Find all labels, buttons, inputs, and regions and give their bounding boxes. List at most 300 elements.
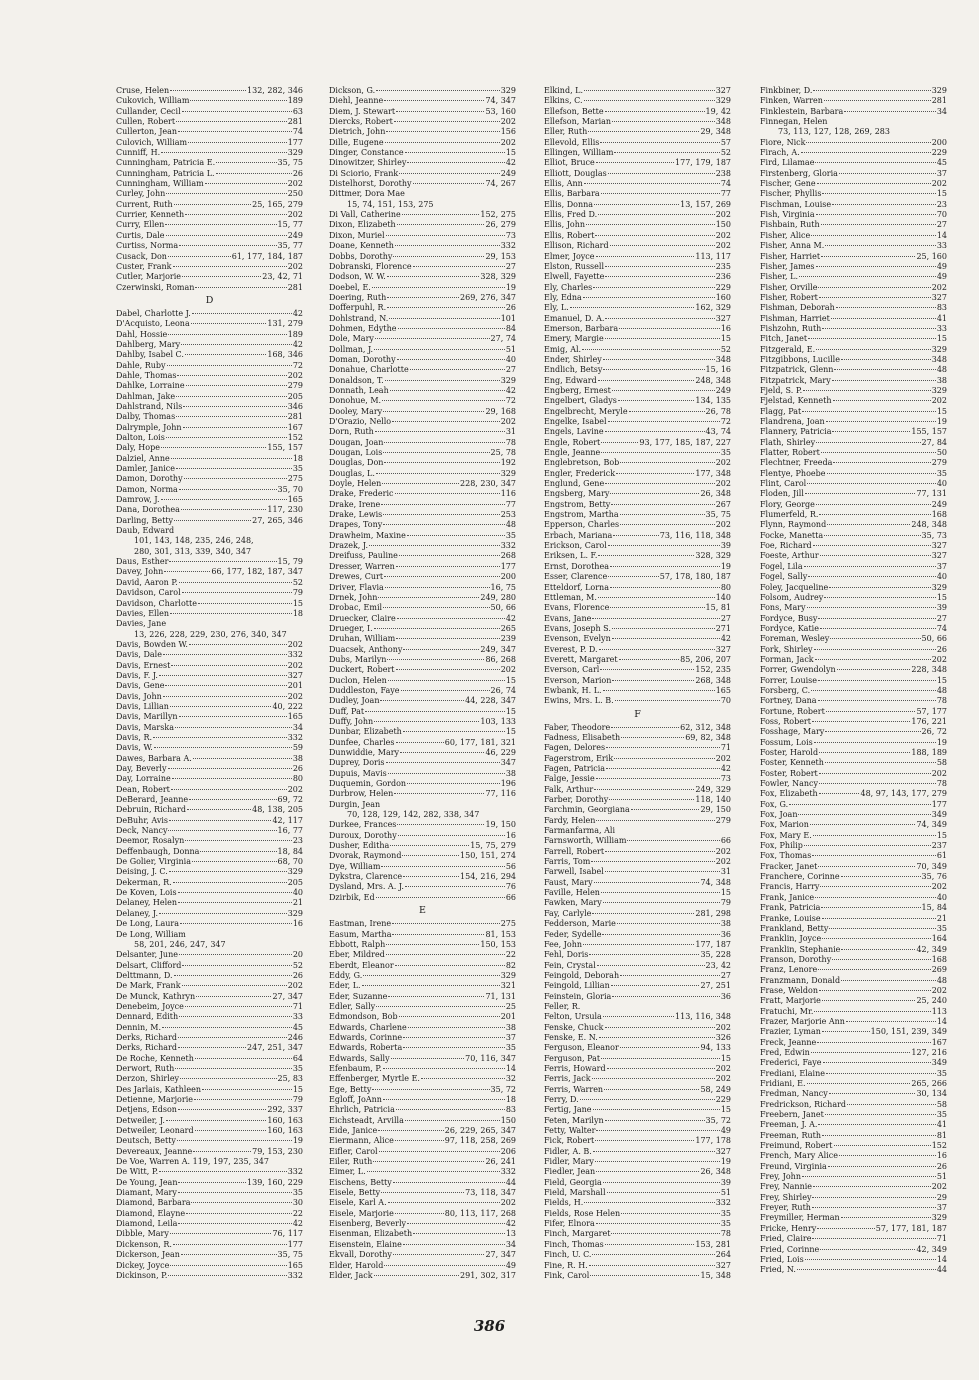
dot-leader [170,706,272,707]
index-entry [544,1219,731,1229]
index-entry [329,189,516,199]
dot-leader [807,607,936,608]
entry-pages: 46, 229 [485,748,516,757]
entry-pages: 291, 302, 317 [460,1270,516,1280]
entry-pages: 202 [715,846,731,856]
entry-pages: 15 [936,189,947,199]
entry-pages: 42 [505,613,516,623]
entry-name: Dunbar, Elizabeth [329,727,402,737]
dot-leader [616,473,694,474]
entry-pages: 349 [931,1058,947,1068]
index-entry [329,748,516,758]
entry-pages: 48, 138, 205 [252,805,303,815]
dot-leader [589,1265,715,1266]
index-entry [329,572,516,582]
dot-leader [595,235,714,236]
dot-leader [597,965,705,966]
index-entry [544,1271,731,1281]
entry-pages: 38 [505,768,516,778]
entry-pages: 27, 347 [272,991,303,1001]
entry-pages: 40 [936,892,947,902]
index-entry [329,686,516,696]
dot-leader [174,975,292,976]
dot-leader [178,892,292,893]
entry-pages: 16 [505,830,516,840]
entry-name: Delsanter, June [116,950,178,960]
entry-pages: 36 [720,991,731,1001]
index-entry [116,262,303,272]
dot-leader [179,489,277,490]
dot-leader [617,923,720,924]
dot-leader [827,524,910,525]
entry-name: Cutler, Marjorie [116,272,182,282]
entry-pages: 15 [936,334,947,344]
index-entry [116,681,303,691]
entry-pages: 70, 349 [916,861,947,871]
entry-name: Damon, Norma [116,484,178,494]
index-entry [760,138,947,148]
entry-name: Deffenbaugh, Donna [116,846,200,856]
index-entry [329,1167,516,1177]
index-entry [329,179,516,189]
entry-pages: 49 [936,272,947,282]
entry-name: Fratuchi, Mr. [760,1006,814,1016]
entry-pages: 155, 157 [267,443,303,453]
dot-leader [601,442,638,443]
index-entry [544,427,731,437]
entry-pages: 72 [720,417,731,426]
entry-pages: 15, 77 [277,220,303,230]
dot-leader [595,1161,720,1162]
entry-pages-continued: 13, 226, 228, 229, 230, 276, 340, 347 [134,629,287,639]
entry-pages: 26 [292,764,303,773]
entry-pages-continued: 73, 113, 127, 128, 269, 283 [778,127,890,137]
entry-pages: 79 [720,898,731,908]
dot-leader [583,297,715,298]
entry-pages: 202 [931,654,947,664]
entry-name: Fosshage, Mary [760,727,825,737]
dot-leader [621,1213,720,1214]
index-entry [544,857,731,867]
index-entry [116,319,303,329]
index-entry [760,686,947,696]
entry-name: Dunwiddie, Mary [329,748,400,757]
dot-leader [402,855,459,856]
entry-pages: 77, 131 [916,489,947,499]
dot-leader [407,535,505,536]
entry-name: French, Mary Alice [760,1151,838,1161]
index-entry [116,1250,303,1260]
entry-pages: 268, 348 [695,675,731,685]
entry-name: Dahlman, Jake [116,391,176,401]
index-entry [544,345,731,355]
index-entry [760,1058,947,1068]
index-entry [116,505,303,515]
entry-name: Ellis, Barbara [544,189,600,199]
entry-pages: 26, 348 [700,1167,731,1177]
entry-pages: 327 [715,1260,731,1270]
dot-leader [580,1099,715,1100]
entry-pages: 327 [931,551,947,561]
index-entry [116,464,303,474]
index-entry [544,805,731,815]
dot-leader [182,985,287,986]
entry-pages: 74 [292,127,303,137]
entry-pages: 177 [931,799,947,809]
dot-leader [170,90,246,91]
entry-pages: 153, 281 [695,1239,731,1249]
entry-pages: 97, 118, 258, 269 [444,1136,516,1146]
dot-leader [397,224,485,225]
dot-leader [582,349,720,350]
entry-pages: 326 [715,1032,731,1042]
entry-pages: 202 [931,768,947,778]
entry-pages: 16, 77 [277,826,303,836]
dot-leader [182,111,292,112]
entry-pages: 26, 279 [485,220,516,230]
entry-pages: 14 [936,1254,947,1264]
entry-name: Emanuel, D. A. [544,313,605,323]
entry-pages: 51 [720,1188,731,1198]
entry-name: Fitzgerald, E. [760,344,816,354]
entry-name: Faust, Mary [544,877,593,887]
entry-pages: 50, 66 [490,603,516,613]
dot-leader [185,840,292,841]
entry-name: Dusher, Editha [329,841,390,851]
index-entry [329,1105,516,1115]
index-entry [544,220,731,230]
entry-name: Druecker, Claire [329,613,396,623]
entry-name: Fischer, Phyllis [760,189,822,199]
entry-pages: 189 [287,96,303,106]
index-entry [329,1095,516,1105]
entry-name: Forman, Jack [760,654,814,664]
entry-pages: 35, 75 [277,158,303,168]
index-entry [760,583,947,593]
entry-pages: 23, 42 [705,960,731,970]
dot-leader [818,866,915,867]
dot-leader [382,483,459,484]
entry-pages: 79, 153, 230 [252,1146,303,1156]
dot-leader [384,462,499,463]
index-entry [116,733,303,743]
entry-pages: 164 [931,934,947,944]
entry-name: Davis, Marska [116,722,174,732]
index-entry [760,448,947,458]
entry-pages: 48 [936,365,947,375]
index-entry [329,655,516,665]
entry-name: Fitzgibbons, Lucille [760,354,840,364]
entry-name: Dougan, Lois [329,448,383,458]
index-entry [544,117,731,127]
entry-pages: 45 [292,1022,303,1032]
entry-name: Dalrymple, John [116,422,182,432]
entry-pages: 229 [715,1095,731,1104]
index-entry [760,355,947,365]
entry-name: Duckert, Robert [329,665,395,675]
dot-leader [188,142,287,143]
entry-name: Derzon, Shirley [116,1074,180,1084]
index-entry [760,717,947,727]
dot-leader [621,737,684,738]
entry-pages: 84 [505,323,516,333]
entry-name: Ewbank, H. L. [544,685,602,695]
dot-leader [176,121,287,122]
index-entry [116,1002,303,1012]
dot-leader [814,1011,930,1012]
index-entry [329,872,516,882]
entry-pages: 202 [931,179,947,189]
dot-leader [413,183,485,184]
entry-name: Fordyce, Katie [760,623,819,633]
entry-name: Fick, Robert [544,1136,595,1146]
entry-name: Evans, Joseph S. [544,623,611,633]
entry-name: Davis, Dale [116,650,162,660]
entry-name: Foreman, Wesley [760,634,830,644]
entry-name: Ferguson, Pat [544,1053,601,1063]
dot-leader [816,214,936,215]
index-entry [760,893,947,903]
entry-pages: 165 [287,495,303,505]
index-entry [116,1240,303,1250]
entry-pages: 81, 153 [485,929,516,939]
entry-pages: 73 [720,774,731,784]
dot-leader [375,431,505,432]
entry-pages: 329 [931,582,947,592]
index-entry [544,1167,731,1177]
index-entry [116,992,303,1002]
dot-leader [185,214,287,215]
entry-pages: 201 [500,1012,516,1022]
entry-name: Faber, Theodore [544,722,611,732]
entry-name: Cunningham, William [116,179,204,189]
entry-pages: 35, 77 [277,241,303,251]
dot-leader [169,820,271,821]
index-entry [760,345,947,355]
index-entry [116,433,303,443]
index-entry [760,469,947,479]
dot-leader [819,514,930,515]
index-entry [544,583,731,593]
entry-name: Ellis, Fred D. [544,210,598,220]
index-entry [329,324,516,334]
entry-pages: 44 [505,1177,516,1187]
index-entry [116,340,303,350]
index-entry [760,945,947,955]
index-entry [544,107,731,117]
index-entry [760,820,947,830]
dot-leader [181,344,292,345]
index-entry [544,572,731,582]
index-entry [329,1250,516,1260]
dot-leader [841,980,936,981]
entry-pages: 30, 134 [916,1089,947,1099]
dot-leader [383,452,489,453]
entry-pages: 42 [505,385,516,395]
index-entry [329,981,516,991]
entry-pages: 248, 348 [911,520,947,530]
entry-name: Elston, Russell [544,261,605,271]
index-entry [329,531,516,541]
dot-leader [405,152,505,153]
entry-name: Dudley, Joan [329,696,380,706]
dot-leader [189,644,287,645]
entry-pages: 152 [287,433,303,442]
entry-name: Donnath, Leah [329,385,389,395]
entry-name: Foster, Harold [760,748,819,757]
entry-pages: 202 [715,241,731,251]
entry-name: Daus, Esther [116,557,169,567]
entry-name: Culovich, William [116,137,188,147]
index-entry [329,634,516,644]
entry-pages: 177, 348 [695,468,731,478]
dot-leader [610,587,720,588]
index-entry [116,96,303,106]
index-entry [116,785,303,795]
entry-pages: 73 [505,230,516,240]
entry-name: Doane, Kenneth [329,241,394,251]
entry-name: Fracker, Janet [760,861,818,871]
index-entry [544,940,731,950]
dot-leader [399,173,499,174]
entry-name: Everson, Carl [544,665,600,675]
dot-leader [387,307,505,308]
index-entry [116,1178,303,1188]
dot-leader [413,1233,505,1234]
entry-pages: 246 [287,1032,303,1042]
entry-name: Dalton, Lois [116,433,165,442]
entry-pages: 27, 347 [485,1250,516,1260]
entry-name: Dittmer, Dora Mae [329,189,405,199]
dot-leader [592,1254,714,1255]
entry-name: Donohue, M. [329,396,382,406]
dot-leader [584,100,715,101]
entry-name: Falk, Arthur [544,784,594,794]
index-entry [760,314,947,324]
entry-pages: 249 [715,385,731,395]
dot-leader [815,162,935,163]
entry-pages: 329 [500,970,516,980]
index-entry [116,158,303,168]
index-entry [760,1182,947,1192]
entry-pages: 35 [936,1110,947,1120]
index-entry [760,252,947,262]
index-entry [760,417,947,427]
entry-pages: 49 [505,1260,516,1270]
entry-pages: 25, 240 [916,996,947,1006]
index-entry [116,961,303,971]
entry-pages: 249 [931,499,947,509]
entry-name: Fishzohn, Ruth [760,323,822,333]
index-entry [760,1151,947,1161]
entry-pages: 37 [505,1032,516,1042]
index-entry [329,334,516,344]
entry-pages: 348 [715,117,731,127]
entry-name: Diamant, Mary [116,1188,177,1198]
entry-name: Eimer, L. [329,1167,366,1177]
entry-name: Davis, Lillian [116,701,169,711]
index-entry [544,1064,731,1074]
index-entry [544,500,731,510]
entry-pages: 228, 230, 347 [460,479,516,489]
index-entry [544,1147,731,1157]
dot-leader [382,400,505,401]
entry-pages: 44, 228, 347 [465,696,516,706]
entry-name: Ely, L. [544,303,569,313]
entry-pages: 42 [292,1219,303,1229]
dot-leader [608,545,720,546]
entry-name: Farrell, Robert [544,846,605,856]
entry-name: Custer, Frank [116,261,172,271]
index-entry [116,330,303,340]
index-entry [116,1126,303,1136]
entry-name: Finklestein, Barbara [760,106,844,116]
dot-leader [386,944,479,945]
entry-pages: 71, 131 [485,991,516,1001]
index-entry [544,634,731,644]
entry-pages: 42 [292,339,303,349]
index-entry [760,1069,947,1079]
dot-leader [189,799,276,800]
entry-pages: 71 [936,1234,947,1244]
entry-name: Foss, Robert [760,716,811,726]
dot-leader [821,256,915,257]
index-entry [116,640,303,650]
entry-name: Freeman, Ruth [760,1130,821,1140]
index-entry [116,805,303,815]
entry-pages: 35 [292,464,303,474]
entry-name: Eisele, Karl A. [329,1198,387,1208]
index-entry [329,1064,516,1074]
entry-name: Drake, Irene [329,499,381,509]
entry-name: DeBuhr, Avis [116,815,168,825]
index-entry [116,1157,303,1167]
entry-pages: 50, 66 [921,634,947,644]
entry-name: Fortney, Dana [760,696,817,706]
index-entry [116,981,303,991]
entry-pages: 327 [715,86,731,95]
entry-name: Flandrena, Joan [760,417,825,426]
entry-name: Eifler, Carol [329,1146,378,1156]
entry-pages: 265 [500,623,516,633]
index-entry [544,448,731,458]
dot-leader [600,142,719,143]
entry-name: Driver, Flavia [329,582,384,592]
index-entry [544,1116,731,1126]
dot-leader [397,359,505,360]
entry-name: Edwards, Sally [329,1053,390,1063]
entry-pages: 26, 348 [700,489,731,499]
entry-name: Dubs, Marilyn [329,654,387,664]
entry-name: Flath, Shirley [760,437,816,447]
entry-name: Fried, Lois [760,1254,804,1264]
index-entry [760,779,947,789]
index-entry [329,241,516,251]
entry-pages: 48 [936,685,947,695]
entry-pages: 38 [505,1022,516,1032]
entry-pages: 38 [292,753,303,763]
entry-name: Fisher, Orville [760,282,818,292]
index-entry [544,785,731,795]
entry-pages: 35, 76 [921,872,947,882]
entry-pages: 202 [500,1198,516,1208]
entry-name: Fratt, Marjorie [760,996,821,1006]
entry-name: Dahle, Ruby [116,360,166,370]
dot-leader [161,447,266,448]
entry-pages: 15 [936,406,947,416]
entry-pages: 150, 153 [480,939,516,949]
entry-name: Donaldson, T. [329,375,384,385]
